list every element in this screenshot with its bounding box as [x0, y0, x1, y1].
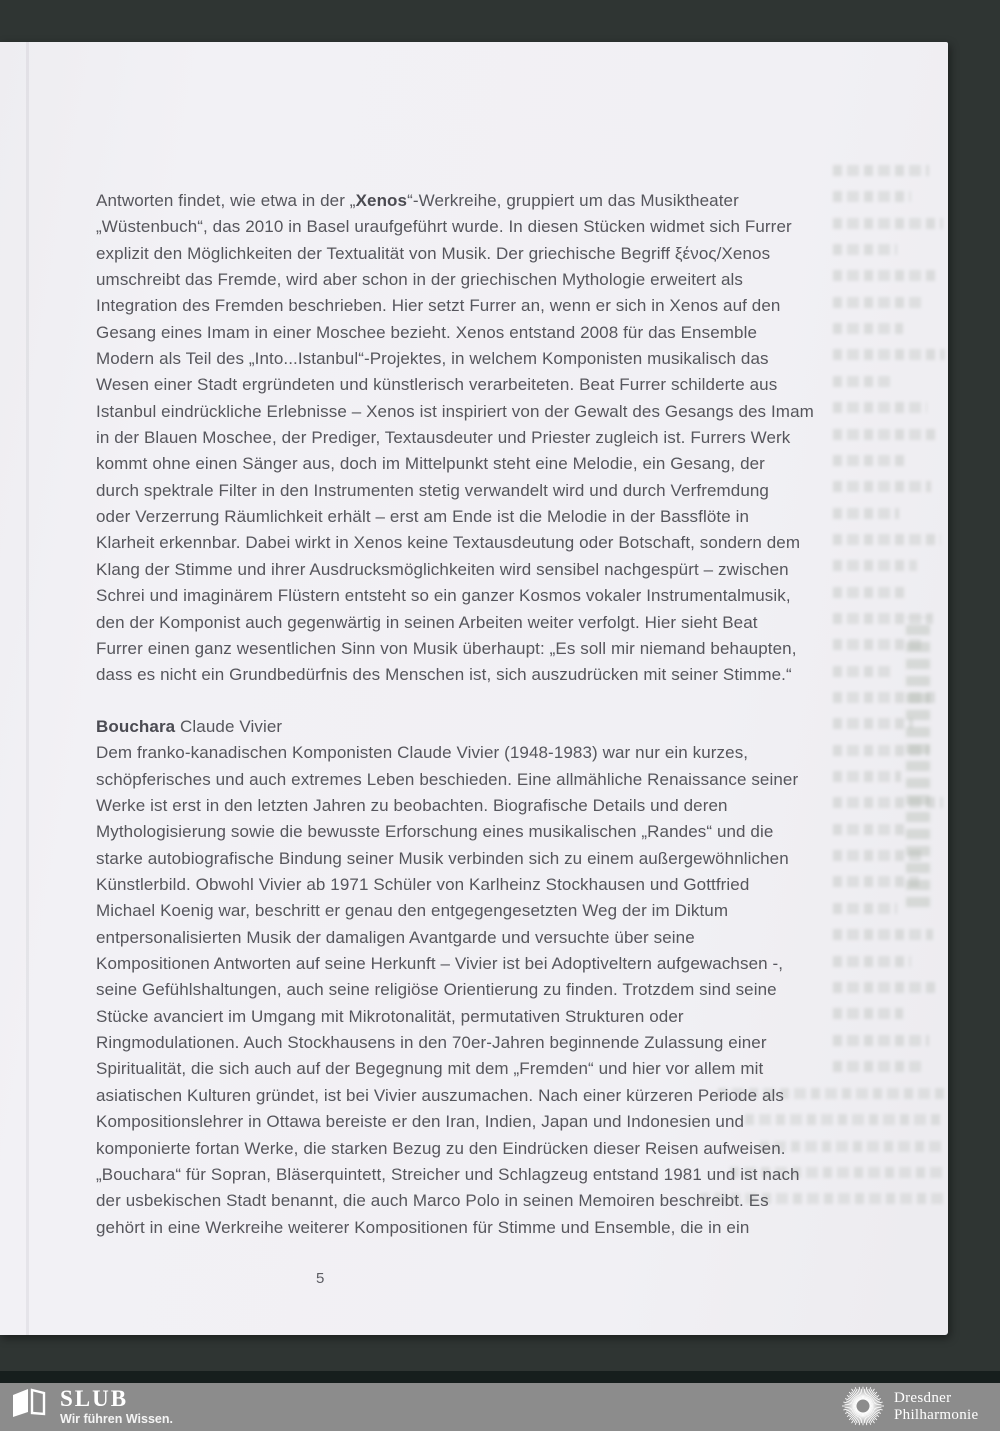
text-line: Wesen einer Stadt ergründeten und künstlerisch verarbeiteten. Beat Furrer schilderte aus — [96, 375, 778, 395]
text-line: gehört in eine Werkreihe weiterer Kompositionen für Stimme und Ensemble, die in ein — [96, 1217, 750, 1237]
text-line: Bouchara Claude Vivier — [96, 717, 283, 736]
text-line: der usbekischen Stadt benannt, die auch Marco Polo in seinen Memoiren beschreibt. Es — [96, 1191, 769, 1211]
text-line: umschreibt das Fremde, wird aber schon in der griechischen Mythologie erweitert als — [96, 270, 744, 290]
text-line: Künstlerbild. Obwohl Vivier ab 1971 Schüler von Karlheinz Stockhausen und Gottfried — [96, 875, 750, 895]
text-line: Integration des Fremden beschrieben. Hier setzt Furrer an, wenn er sich in Xenos auf den — [96, 296, 781, 316]
text-line: durch spektrale Filter in den Instrumenten stetig verwandelt wird und durch Verfremdung — [96, 480, 769, 500]
paragraph-bouchara — [96, 714, 844, 1241]
text-line: kommt ohne einen Sänger aus, doch im Mittelpunkt steht eine Melodie, ein Gesang, der — [96, 454, 765, 474]
footer-divider — [0, 1371, 1000, 1383]
scanned-page — [0, 42, 948, 1335]
philharmonie-name-line1: Dresdner — [894, 1390, 952, 1406]
text-line: den der Komponist auch gegenwärtig in seinen Arbeiten weiter verfolgt. Hier sieht Beat — [96, 612, 758, 632]
text-line: Michael Koenig war, beschritt er genau den entgegengesetzten Weg der im Diktum — [96, 901, 729, 921]
paragraph-xenos — [96, 188, 844, 689]
text-line: Istanbul eindrückliche Erlebnisse – Xenos ist inspiriert von der Gewalt des Gesangs des Imam — [96, 401, 814, 421]
slub-tagline: Wir führen Wissen. — [60, 1412, 173, 1426]
text-line: Schrei und imaginärem Flüstern entsteht so ein ganzer Kosmos vokaler Instrumentalmusik, — [96, 586, 791, 606]
text-line: oder Verzerrung Räumlichkeit erhält – erst am Ende ist die Melodie in der Bassflöte in — [96, 507, 750, 527]
slub-book-icon — [12, 1388, 46, 1418]
text-line: „Wüstenbuch“, das 2010 in Basel uraufgeführt wurde. In diesen Stücken widmet sich Furrer — [96, 217, 792, 237]
text-line: komponierte fortan Werke, die starken Bezug zu den Eindrücken dieser Reisen aufweisen. — [96, 1138, 786, 1158]
text-line: Werke ist erst in den letzten Jahren zu beobachten. Biografische Details und deren — [96, 796, 728, 816]
page-number: 5 — [316, 1270, 325, 1287]
text-line: Kompositionslehrer in Ottawa bereiste er den Iran, Indien, Japan und Indonesien und — [96, 1112, 745, 1132]
text-line: „Bouchara“ für Sopran, Bläserquintett, Streicher und Schlagzeug entstand 1981 und ist nach — [96, 1164, 800, 1184]
footer-bar — [0, 1383, 1000, 1431]
philharmonie-logo-link[interactable] — [838, 1383, 978, 1431]
philharmonie-name-line2: Philharmonie — [894, 1407, 979, 1423]
text-line: in der Blauen Moschee, der Prediger, Textausdeuter und Priester zugleich ist. Furrers Werk — [96, 428, 791, 448]
text-line: Furrer einen ganz wesentlichen Sinn von Musik überhaupt: „Es soll mir niemand behaupten, — [96, 638, 797, 658]
slub-logo-link[interactable] — [12, 1386, 173, 1430]
text-line: explizit den Möglichkeiten der Textualität von Musik. Der griechische Begriff ξένος/Xenos — [96, 243, 771, 263]
philharmonie-starburst-icon — [838, 1383, 888, 1431]
text-line: Antworten findet, wie etwa in der „Xenos“-Werkreihe, gruppiert um das Musiktheater — [96, 191, 739, 210]
margin-scribble-mark — [906, 617, 930, 907]
text-line: Klarheit erkennbar. Dabei wirkt in Xenos keine Textausdeutung oder Botschaft, sondern dem — [96, 533, 801, 553]
text-line: Kompositionen Antworten auf seine Herkunft – Vivier ist bei Adoptiveltern aufgewachsen -, — [96, 954, 784, 974]
text-line: Gesang eines Imam in einer Moschee bezieht. Xenos entstand 2008 für das Ensemble — [96, 322, 757, 342]
text-line: Stücke avanciert im Umgang mit Mikrotonalität, permutativen Strukturen oder — [96, 1006, 684, 1026]
text-line: asiatischen Kulturen gründet, ist bei Vivier auszumachen. Nach einer kürzeren Periode als — [96, 1085, 785, 1105]
text-line: Ringmodulationen. Auch Stockhausens in den 70er-Jahren beginnende Zulassung einer — [96, 1033, 767, 1053]
text-line: Klang der Stimme und ihrer Ausdrucksmöglichkeiten wird sensibel nachgespürt – zwischen — [96, 559, 789, 579]
text-line: seine Gefühlshaltungen, auch seine religiöse Orientierung zu finden. Trotzdem sind seine — [96, 980, 777, 1000]
text-line: entpersonalisierten Musik der damaligen Avantgarde und versuchte über seine — [96, 927, 695, 947]
text-line: starke autobiografische Bindung seiner Musik verbinden sich zu einem außergewöhnlichen — [96, 848, 789, 868]
text-line: Mythologisierung sowie die bewusste Erforschung eines musikalischen „Randes“ und die — [96, 822, 774, 842]
text-line: Spiritualität, die sich auch auf der Begegnung mit dem „Fremden“ und hier vor allem mit — [96, 1059, 764, 1079]
text-line: Dem franko-kanadischen Komponisten Claude Vivier (1948-1983) war nur ein kurzes, — [96, 743, 749, 763]
slub-wordmark: SLUB — [60, 1386, 129, 1411]
text-line: dass es nicht ein Grundbedürfnis des Menschen ist, sich auszudrücken mit seiner Stimme.“ — [96, 665, 792, 685]
text-line: schöpferisches und auch extremes Leben beschieden. Eine allmähliche Renaissance seiner — [96, 769, 799, 789]
text-line: Modern als Teil des „Into...Istanbul“-Projektes, in welchem Komponisten musikalisch das — [96, 349, 769, 369]
